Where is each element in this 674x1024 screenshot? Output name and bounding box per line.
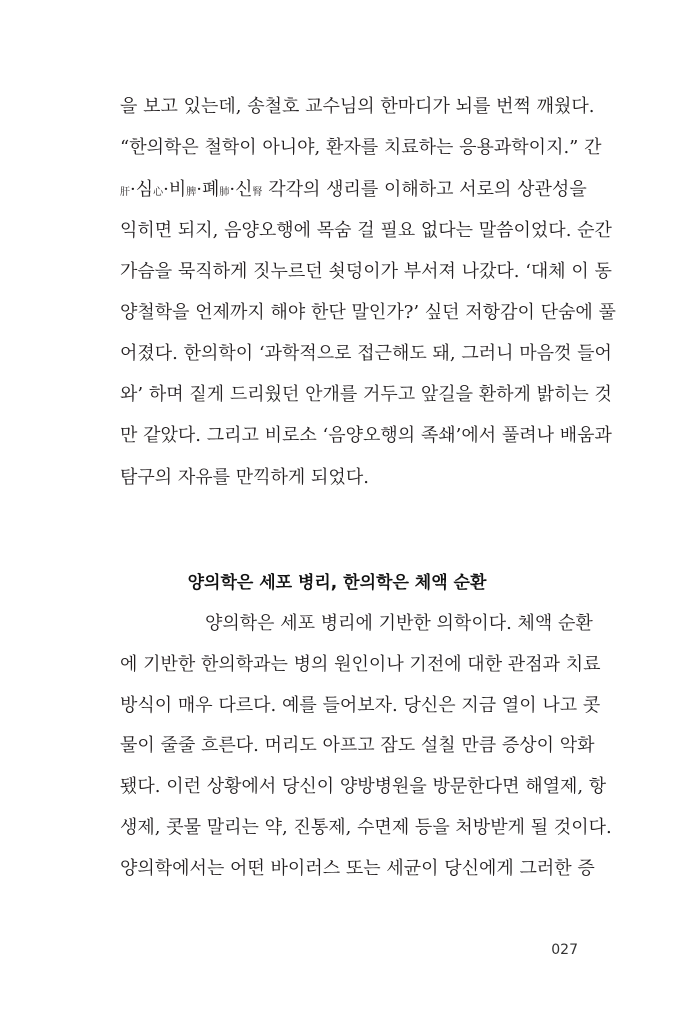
text-line: 가슴을 묵직하게 짓누르던 쇳덩이가 부서져 나갔다. ‘대체 이 동 <box>120 261 612 282</box>
text-line: 양의학에서는 어떤 바이러스 또는 세균이 당신에게 그러한 증 <box>120 858 595 879</box>
text-segment: ·신 <box>229 179 253 200</box>
text-segment: ·비 <box>163 179 187 200</box>
text-line: 어졌다. 한의학이 ‘과학적으로 접근해도 돼, 그러니 마음껏 들어 <box>120 343 612 364</box>
hanja-annotation: 脾 <box>186 187 197 198</box>
text-line: 방식이 매우 다르다. 예를 들어보자. 당신은 지금 열이 나고 콧 <box>120 695 601 716</box>
hanja-annotation: 肝 <box>120 187 130 198</box>
text-line: 생제, 콧물 말리는 약, 진통제, 수면제 등을 처방받게 될 것이다. <box>120 817 612 838</box>
text-line: 에 기반한 한의학과는 병의 원인이나 기전에 대한 관점과 치료 <box>120 654 601 675</box>
section-heading: 양의학은 세포 병리, 한의학은 체액 순환 <box>187 573 487 593</box>
text-segment: 각각의 생리를 이해하고 서로의 상관성을 <box>262 179 587 200</box>
text-line: 양철학을 언제까지 해야 한단 말인가?’ 싶던 저항감이 단숨에 풀 <box>120 302 616 323</box>
text-segment: ·폐 <box>196 179 220 200</box>
text-line: 양의학은 세포 병리에 기반한 의학이다. 체액 순환 <box>205 613 593 634</box>
hanja-annotation: 腎 <box>252 187 263 198</box>
text-line: 만 같았다. 그리고 비로소 ‘음양오행의 족쇄’에서 풀려나 배움과 <box>120 425 612 446</box>
text-line: 됐다. 이런 상황에서 당신이 양방병원을 방문한다면 해열제, 항 <box>120 776 607 797</box>
text-line: 탐구의 자유를 만끽하게 되었다. <box>120 467 369 488</box>
text-line <box>120 178 587 205</box>
text-line: “한의학은 철학이 아니야, 환자를 치료하는 응용과학이지.” 간 <box>120 137 602 158</box>
text-segment: ·심 <box>130 179 154 200</box>
text-line: 물이 줄줄 흐른다. 머리도 아프고 잠도 설칠 만큼 증상이 악화 <box>120 735 595 756</box>
text-line: 익히면 되지, 음양오행에 목숨 걸 필요 없다는 말씀이었다. 순간 <box>120 220 612 241</box>
text-line: 와’ 하며 짙게 드리웠던 안개를 거두고 앞길을 환하게 밝히는 것 <box>120 384 612 405</box>
hanja-annotation: 肺 <box>219 187 230 198</box>
text-line: 을 보고 있는데, 송철호 교수님의 한마디가 뇌를 번쩍 깨웠다. <box>120 96 595 117</box>
page-number: 027 <box>551 942 578 958</box>
hanja-annotation: 心 <box>153 187 164 198</box>
